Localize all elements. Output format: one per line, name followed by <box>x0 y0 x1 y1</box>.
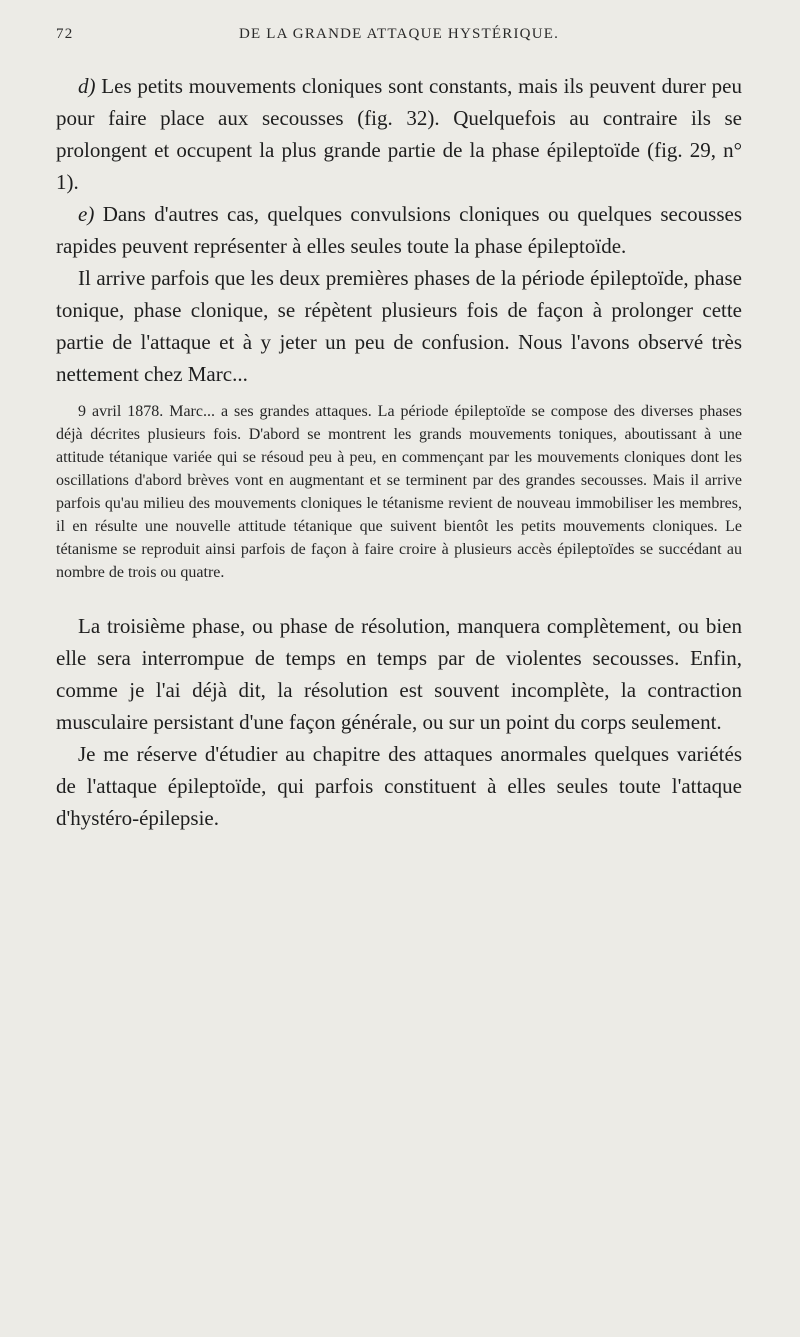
page-number: 72 <box>56 26 74 42</box>
section-spacer <box>56 584 742 610</box>
paragraph-d-text: Les petits mouvements cloniques sont constants, mais ils peuvent durer peu pour faire place aux secousses (fig. 32). Quelquefois au contraire ils se prolongent et occupent la plus grande partie de la phase épileptoïde (fig. 29, n° 1). <box>56 74 742 194</box>
observation-note: 9 avril 1878. Marc... a ses grandes attaques. La période épileptoïde se compose des diverses phases déjà décrites plusieurs fois. D'abord se montrent les grands mouvements toniques, aboutissant à une attitude tétanique variée qui se résoud peu à peu, en commençant par les mouvements cloniques dont les oscillations d'abord brèves vont en augmentant et se terminent par des grandes secousses. Mais il arrive parfois qu'au milieu des mouvements cloniques le tétanisme revient de nouveau immobiliser les membres, il en résulte une nouvelle attitude tétanique que suivent bientôt les petits mouvements cloniques. Le tétanisme se reproduit ainsi parfois de façon à faire croire à plusieurs accès épileptoïdes se succédant au nombre de trois ou quatre. <box>56 403 742 581</box>
paragraph-repetition: Il arrive parfois que les deux premières phases de la période épileptoïde, phase tonique, phase clonique, se répètent plusieurs fois de façon à prolonger cette partie de l'attaque et à y jeter un peu de confusion. Nous l'avons observé très nettement chez Marc... <box>56 266 742 386</box>
paragraph-e-marker: e) <box>78 202 95 226</box>
running-title: DE LA GRANDE ATTAQUE HYSTÉRIQUE. <box>238 26 560 42</box>
paragraph-reserve: Je me réserve d'étudier au chapitre des attaques anormales quelques variétés de l'attaque épileptoïde, qui parfois constituent à elles seules toute l'attaque d'hystéro-épilepsie. <box>56 742 742 830</box>
book-page <box>56 0 742 1337</box>
paragraph-e <box>56 198 742 262</box>
paragraph-d-marker: d) <box>78 74 96 98</box>
running-header <box>56 20 742 50</box>
paragraph-resolution: La troisième phase, ou phase de résolution, manquera complètement, ou bien elle sera interrompue de temps en temps par de violentes secousses. Enfin, comme je l'ai déjà dit, la résolution est souvent incomplète, la contraction musculaire persistant d'une façon générale, ou sur un point du corps seulement. <box>56 614 742 734</box>
paragraph-d <box>56 70 742 198</box>
paragraph-e-text: Dans d'autres cas, quelques convulsions cloniques ou quelques secousses rapides peuvent représenter à elles seules toute la phase épileptoïde. <box>56 202 742 258</box>
page-body <box>56 70 742 834</box>
